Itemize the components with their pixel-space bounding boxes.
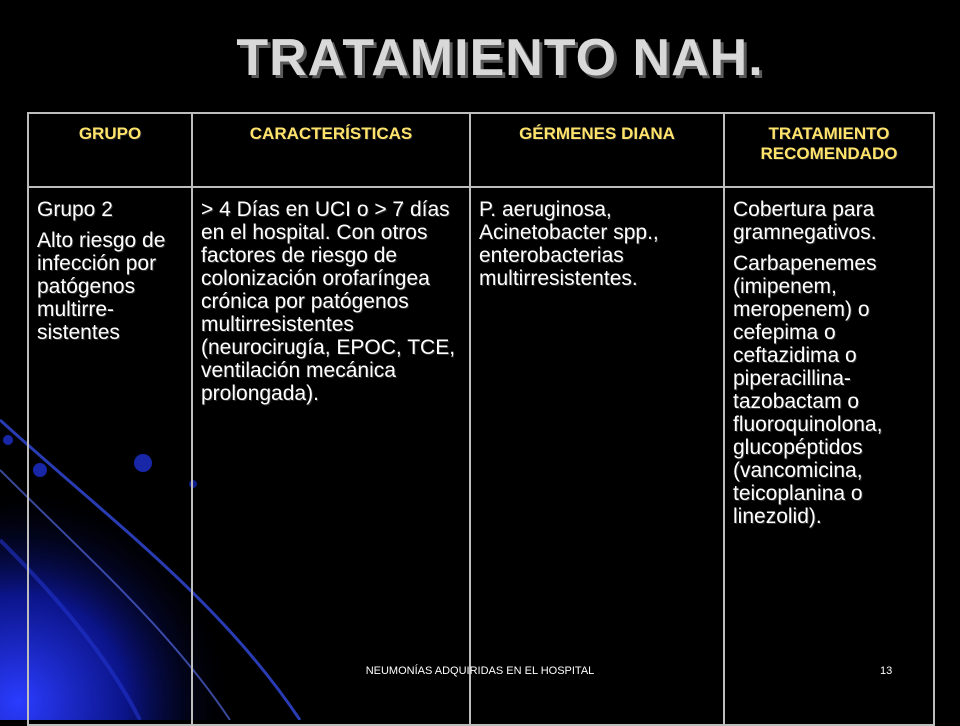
header-caracteristicas: CARACTERÍSTICAS — [192, 113, 470, 187]
slide-footer: NEUMONÍAS ADQUIRIDAS EN EL HOSPITAL — [365, 665, 595, 677]
cell-grupo — [28, 187, 192, 725]
page-number: 13 — [880, 665, 893, 677]
header-grupo: GRUPO — [28, 113, 192, 187]
table-row — [28, 187, 934, 725]
tratamiento-coverage: Cobertura para gramnegativos. — [733, 198, 877, 244]
germenes-text: P. aeruginosa, Acinetobacter spp., enterobacterias multirresistentes. — [479, 198, 659, 290]
grupo-name: Grupo 2 — [37, 198, 113, 221]
header-tratamiento: TRATAMIENTO RECOMENDADO — [724, 113, 934, 187]
cell-tratamiento — [724, 187, 934, 725]
slide-title: TRATAMIENTO NAH. — [236, 29, 764, 87]
cell-germenes — [470, 187, 724, 725]
decor-dot — [3, 435, 13, 445]
caracteristicas-text: > 4 Días en UCI o > 7 días en el hospital. Con otros factores de riesgo de colonización orofaríngea crónica por patógenos multirresistentes (neurocirugía, EPOC, TCE, ventilación mecánica prolongada). — [201, 198, 456, 405]
header-germenes: GÉRMENES DIANA — [470, 113, 724, 187]
cell-caracteristicas — [192, 187, 470, 725]
grupo-description: Alto riesgo de infección por patógenos multirre-sistentes — [37, 229, 166, 344]
treatment-table — [27, 112, 935, 726]
tratamiento-drugs: Carbapenemes (imipenem, meropenem) o cefepima o ceftazidima o piperacillina-tazobactam o fluoroquinolona, glucopéptidos (vancomicina, teicoplanina o linezolid). — [733, 252, 883, 528]
table-header-row — [28, 113, 934, 187]
